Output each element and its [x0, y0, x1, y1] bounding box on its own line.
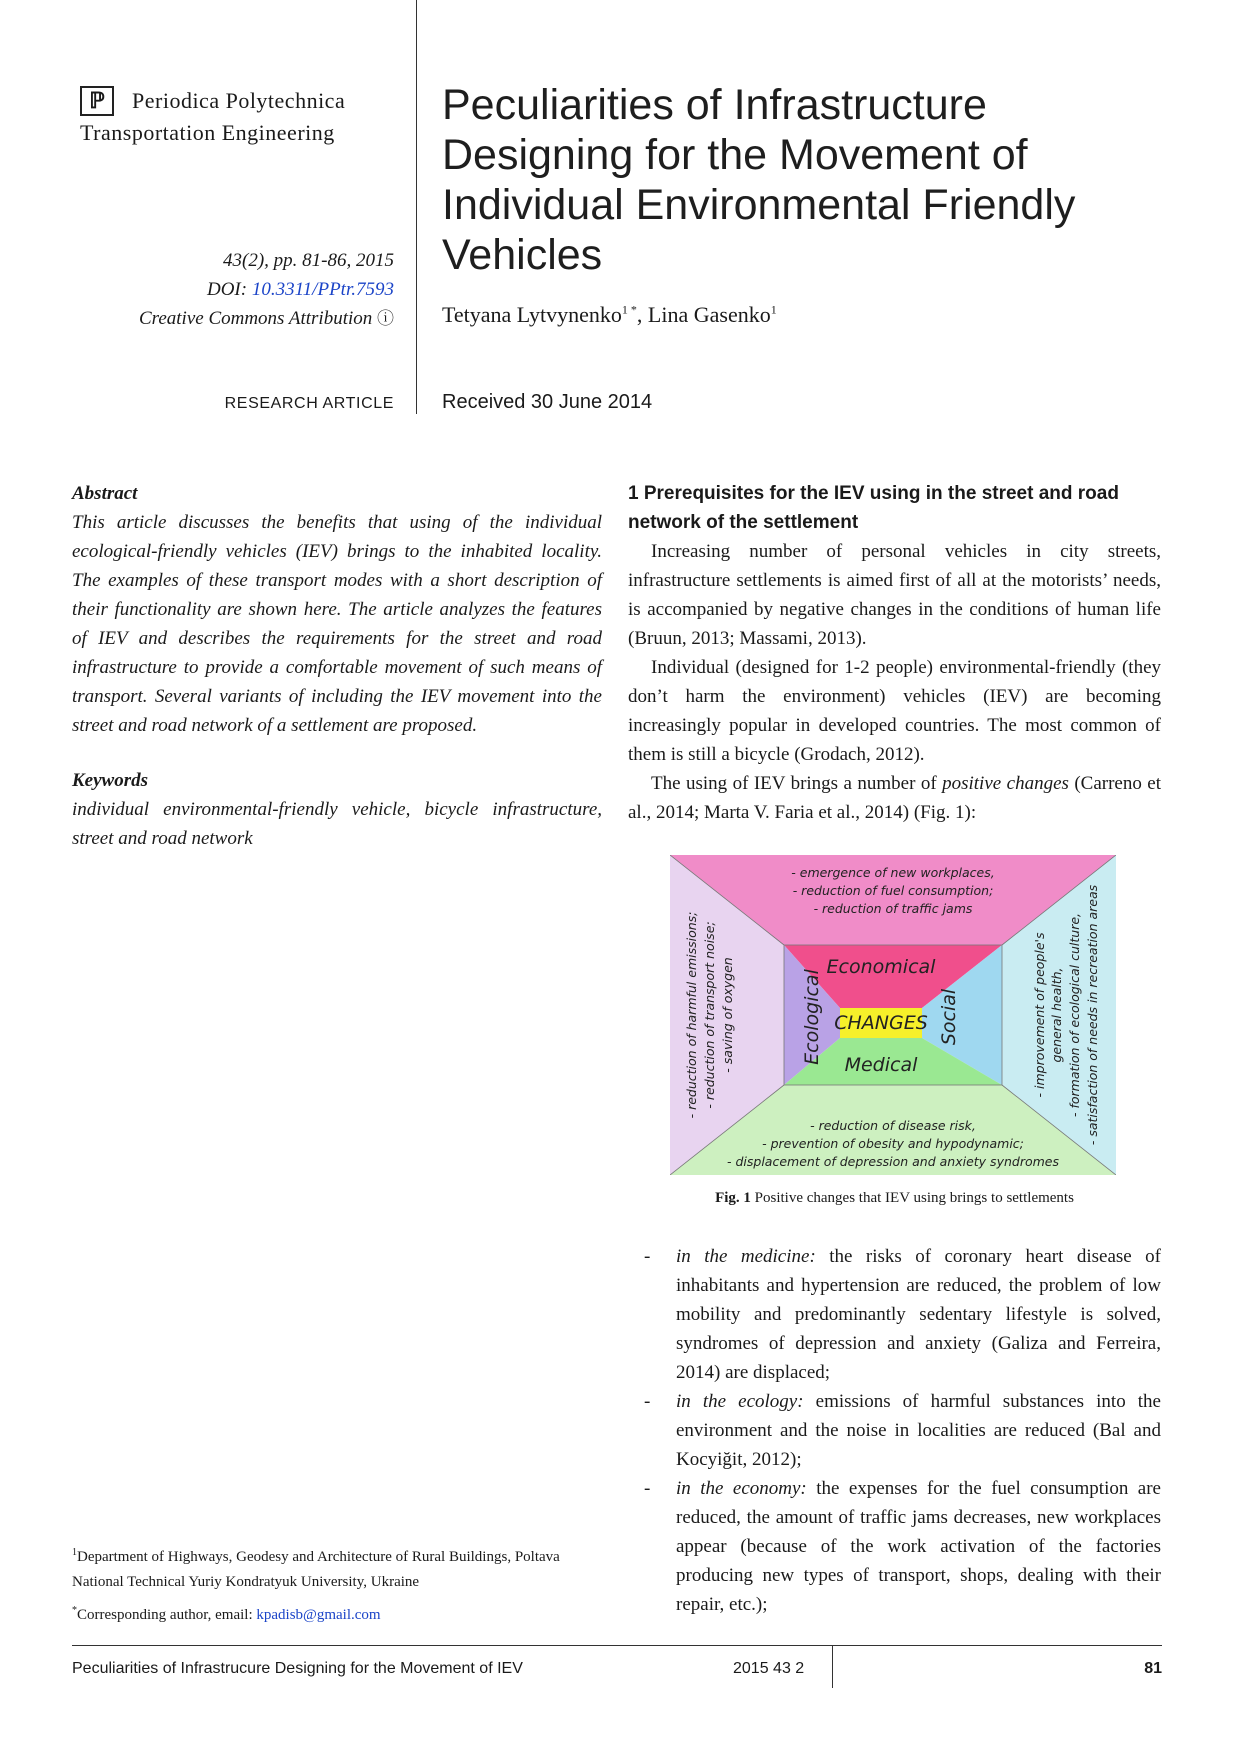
changes-diagram: [670, 855, 1116, 1175]
social-point: - improvement of people's: [1032, 932, 1047, 1098]
page-number: 81: [1144, 1660, 1162, 1677]
abstract-text: This article discusses the benefits that using of the individual ecological-friendly vehicles (IEV) brings to the inhabited locality. The examples of these transport modes with a short description of their functionality are shown here. The article analyzes the features of IEV and describes the requirements for the street and road infrastructure to provide a comfortable movement of such means of transport. Several variants of including the IEV movement into the street and road network of a settlement are proposed.: [72, 512, 602, 736]
article-title: Peculiarities of Infrastructure Designing for the Movement of Individual Environmental Friendly Vehicles: [442, 81, 1076, 279]
cc-by-icon: ⓘ: [377, 309, 394, 328]
social-point: - formation of ecological culture,: [1067, 912, 1082, 1118]
keywords-heading: Keywords: [72, 770, 148, 791]
medical-point: - reduction of disease risk,: [810, 1118, 976, 1133]
social-point: - satisfaction of needs in recreation areas: [1085, 884, 1100, 1146]
medical-point: - displacement of depression and anxiety syndromes: [727, 1154, 1059, 1169]
ecological-label: Ecological: [801, 969, 823, 1065]
doi-link[interactable]: 10.3311/PPtr.7593: [251, 279, 394, 300]
article-type: RESEARCH ARTICLE: [224, 395, 394, 412]
footer-rule: [72, 1645, 1162, 1646]
figure-caption: Fig. 1 Positive changes that IEV using brings to settlements: [715, 1190, 1074, 1206]
paragraph: The using of IEV brings a number of positive changes (Carreno et al., 2014; Marta V. Faria et al., 2014) (Fig. 1):: [628, 773, 1162, 823]
abstract-heading: Abstract: [72, 483, 138, 504]
section-heading: 1 Prerequisites for the IEV using in the street and road network of the settlement: [628, 483, 1119, 533]
medical-label: Medical: [844, 1054, 918, 1076]
ecological-point: - reduction of harmful emissions;: [684, 911, 699, 1119]
bullet-list: [628, 1242, 1161, 1619]
authors: Tetyana Lytvynenko$^{1 *}$, Lina Gasenko$^1$: [442, 302, 777, 327]
journal-logo-icon: ℙ: [80, 86, 114, 116]
list-item: - in the medicine: the risks of coronary heart disease of inhabitants and hypertension are reduced, the problem of low mobility and predominantly sedentary lifestyle is solved, syndromes of depression and anxiety (Galiza and Ferreira, 2014) are displaced;: [644, 1246, 1161, 1383]
footnotes: [72, 1540, 602, 1628]
list-item: - in the economy: the expenses for the fuel consumption are reduced, the amount of traffic jams decreases, new workplaces appear (because of the work activation of the factories producing new types of transport, shops, dealing with their repair, etc.);: [644, 1478, 1161, 1615]
right-column: [628, 479, 1161, 827]
article-meta: [139, 246, 394, 333]
journal-name: Periodica Polytechnica: [132, 88, 346, 113]
economical-point: - emergence of new workplaces,: [791, 865, 995, 880]
ecological-point: - saving of oxygen: [720, 957, 735, 1073]
footer-divider: [832, 1645, 833, 1688]
journal-subtitle: Transportation Engineering: [80, 120, 335, 145]
economical-point: - reduction of traffic jams: [813, 901, 973, 916]
paragraph: Increasing number of personal vehicles in city streets, infrastructure settlements is aimed first of all at the motorists’ needs, is accompanied by negative changes in the conditions of human life (Bruun, 2013; Massami, 2013).: [628, 541, 1161, 649]
volume-info: 43(2), pp. 81-86, 2015: [223, 250, 394, 271]
email-link[interactable]: kpadisb@gmail.com: [256, 1607, 381, 1623]
license-line: Creative Commons Attribution ⓘ: [138, 308, 394, 329]
affiliation-footnote: $^1$Department of Highways, Geodesy and Architecture of Rural Buildings, Poltava National Technical Yuriy Kondratyuk University, Ukraine: [72, 1547, 560, 1590]
list-item: - in the ecology: emissions of harmful substances into the environment and the noise in localities are reduced (Bal and Kocyiğit, 2012);: [644, 1391, 1161, 1470]
social-point: general health,: [1049, 967, 1064, 1063]
medical-point: - prevention of obesity and hypodynamic;: [762, 1136, 1024, 1151]
corresponding-footnote: *Corresponding author, email: kpadisb@gmail.com: [72, 1605, 381, 1623]
left-column: [72, 479, 602, 853]
economical-label: Economical: [826, 956, 936, 978]
header-divider: [416, 0, 417, 414]
center-label: CHANGES: [834, 1012, 928, 1034]
running-title: Peculiarities of Infrastrucure Designing for the Movement of IEV: [72, 1660, 523, 1677]
issue-number: 2015 43 2: [733, 1660, 805, 1677]
doi-line: DOI: 10.3311/PPtr.7593: [206, 279, 394, 300]
keywords-text: individual environmental-friendly vehicle, bicycle infrastructure, street and road network: [72, 799, 602, 849]
economical-point: - reduction of fuel consumption;: [792, 883, 994, 898]
received-date: Received 30 June 2014: [442, 391, 653, 413]
ecological-point: - reduction of transport noise;: [702, 921, 717, 1109]
social-label: Social: [938, 988, 960, 1046]
paragraph: Individual (designed for 1-2 people) environmental-friendly (they don’t harm the environment) vehicles (IEV) are becoming increasingly popular in developed countries. The most common of them is still a bicycle (Grodach, 2012).: [628, 657, 1161, 765]
